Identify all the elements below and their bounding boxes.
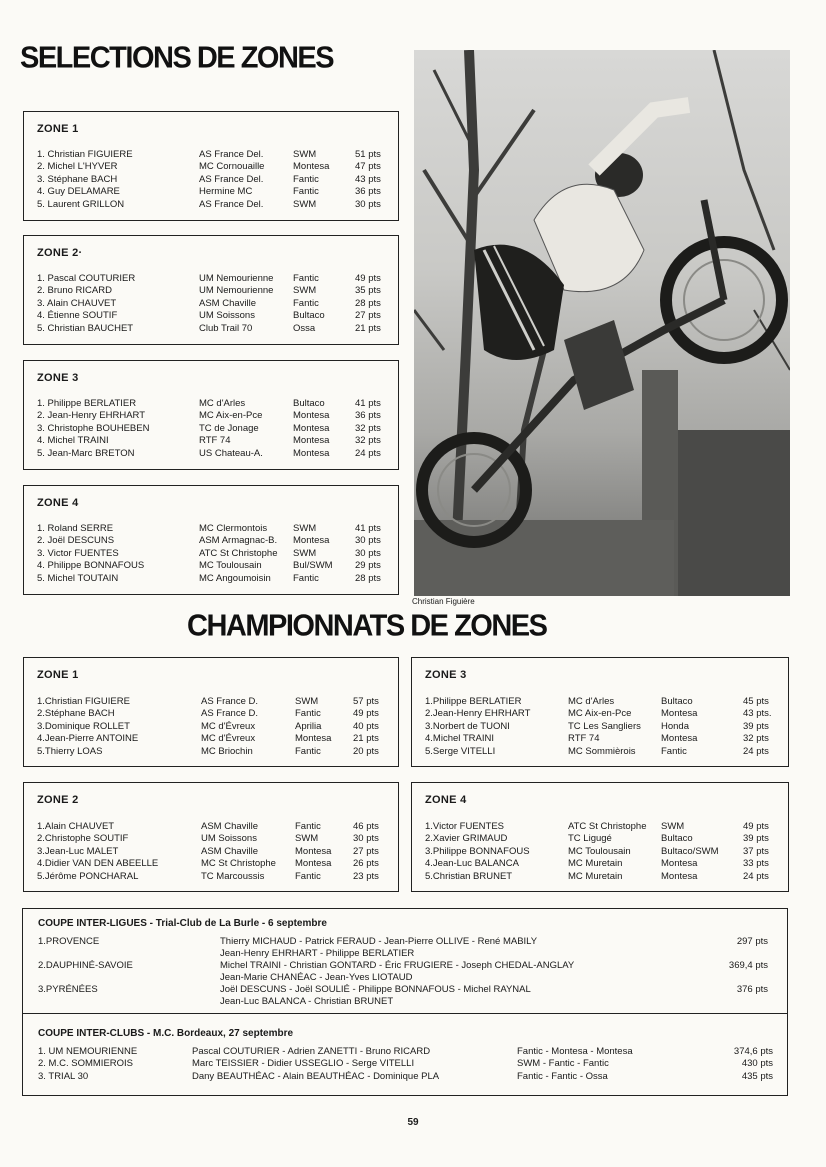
rider-club: MC d'Évreux bbox=[201, 733, 256, 745]
table-row bbox=[411, 708, 789, 720]
rider-bike: Fantic bbox=[293, 572, 319, 584]
club-bikes: SWM - Fantic - Fantic bbox=[517, 1058, 609, 1070]
rider-pts: 29 pts bbox=[355, 560, 381, 572]
selection-zone-title: ZONE 3 bbox=[37, 372, 79, 384]
rider-pts: 21 pts bbox=[355, 322, 381, 334]
rider-name: 2.Christophe SOUTIF bbox=[37, 833, 129, 845]
table-row bbox=[411, 871, 789, 883]
rider-name: 2.Jean-Henry EHRHART bbox=[425, 708, 531, 720]
rider-pts: 39 pts bbox=[743, 833, 769, 845]
rider-bike: Honda bbox=[661, 720, 689, 732]
rider-name: 1. Philippe BERLATIER bbox=[37, 398, 137, 409]
table-row bbox=[23, 199, 399, 211]
trial-rider-image bbox=[414, 50, 790, 596]
rider-club: ATC St Christophe bbox=[568, 821, 647, 832]
table-row bbox=[23, 846, 399, 858]
selection-zone-title: ZONE 4 bbox=[37, 497, 79, 509]
rider-club: MC Aix-en-Pce bbox=[199, 410, 263, 422]
table-row bbox=[23, 696, 399, 708]
rider-bike: Montesa bbox=[293, 161, 330, 173]
rider-bike: SWM bbox=[293, 523, 317, 534]
ligue-riders-line2: Jean-Marie CHANÉAC - Jean-Yves LIOTAUD bbox=[220, 972, 413, 983]
rider-name: 5.Thierry LOAS bbox=[37, 745, 103, 757]
rider-club: MC d'Arles bbox=[568, 696, 615, 707]
rider-name: 3. Stéphane BACH bbox=[37, 173, 118, 185]
rider-photo bbox=[414, 50, 790, 596]
ligue-team: 2.DAUPHINÉ-SAVOIE bbox=[38, 960, 133, 971]
table-row bbox=[23, 310, 399, 322]
rider-name: 1.Christian FIGUIERE bbox=[37, 696, 130, 707]
rider-name: 5.Serge VITELLI bbox=[425, 745, 496, 757]
rider-pts: 24 pts bbox=[743, 745, 769, 757]
rider-bike: Montesa bbox=[293, 447, 330, 459]
rider-bike: Montesa bbox=[293, 435, 330, 447]
table-row bbox=[23, 149, 399, 161]
rider-club: MC Toulousain bbox=[568, 845, 631, 857]
rider-pts: 51 pts bbox=[355, 149, 381, 160]
ligue-team: 3.PYRÉNÉES bbox=[38, 984, 98, 995]
table-row bbox=[23, 833, 399, 845]
rider-club: MC Clermontois bbox=[199, 523, 268, 534]
club-riders: Marc TEISSIER - Didier USSEGLIO - Serge VITELLI bbox=[192, 1058, 415, 1070]
rider-bike: Fantic bbox=[293, 186, 319, 198]
rider-pts: 33 pts bbox=[743, 858, 769, 870]
table-row bbox=[411, 696, 789, 708]
rider-club: MC Muretain bbox=[568, 870, 623, 882]
rider-bike: Aprilia bbox=[295, 720, 322, 732]
rider-club: ASM Chaville bbox=[201, 845, 259, 857]
rider-bike: Fantic bbox=[295, 708, 321, 720]
club-bikes: Fantic - Montesa - Montesa bbox=[517, 1046, 633, 1057]
table-row bbox=[23, 410, 399, 422]
rider-bike: SWM bbox=[295, 696, 319, 707]
rider-name: 3. Alain CHAUVET bbox=[37, 297, 117, 309]
table-row bbox=[23, 573, 399, 585]
rider-club: Club Trail 70 bbox=[199, 322, 253, 334]
table-row bbox=[411, 858, 789, 870]
championnat-zone-title: ZONE 1 bbox=[37, 669, 79, 681]
rider-pts: 32 pts bbox=[355, 422, 381, 434]
rider-club: MC d'Arles bbox=[199, 398, 246, 409]
rider-bike: Fantic bbox=[661, 745, 687, 757]
rider-bike: Fantic bbox=[293, 273, 319, 284]
rider-bike: SWM bbox=[293, 149, 317, 160]
ligue-points: 376 pts bbox=[736, 984, 768, 995]
rider-pts: 49 pts bbox=[355, 273, 381, 284]
rider-pts: 47 pts bbox=[355, 161, 381, 173]
table-row bbox=[411, 721, 789, 733]
rider-bike: SWM bbox=[295, 833, 319, 845]
rider-club: ASM Armagnac-B. bbox=[199, 535, 278, 547]
rider-club: UM Nemourienne bbox=[199, 285, 274, 297]
rider-club: RTF 74 bbox=[568, 733, 600, 745]
rider-name: 5. Michel TOUTAIN bbox=[37, 572, 119, 584]
rider-pts: 32 pts bbox=[355, 435, 381, 447]
ligue-riders-line1: Michel TRAINI - Christian GONTARD - Éric FRUGIERE - Joseph CHEDAL-ANGLAY bbox=[220, 960, 575, 971]
rider-bike: Montesa bbox=[293, 422, 330, 434]
rider-pts: 30 pts bbox=[355, 198, 381, 210]
rider-name: 1.Philippe BERLATIER bbox=[425, 696, 522, 707]
rider-bike: Montesa bbox=[295, 858, 332, 870]
rider-club: Hermine MC bbox=[199, 186, 253, 198]
rider-club: MC Angoumoisin bbox=[199, 572, 271, 584]
rider-club: TC Ligugé bbox=[568, 833, 612, 845]
rider-club: MC d'Évreux bbox=[201, 720, 256, 732]
ligue-riders-line2: Jean-Henry EHRHART - Philippe BERLATIER bbox=[220, 948, 415, 959]
table-row bbox=[23, 174, 399, 186]
club-points: 435 pts bbox=[741, 1070, 773, 1082]
ligue-points: 297 pts bbox=[736, 936, 768, 947]
rider-name: 5.Jérôme PONCHARAL bbox=[37, 870, 139, 882]
rider-bike: Bultaco bbox=[293, 398, 325, 409]
rider-name: 4.Didier VAN DEN ABEELLE bbox=[37, 858, 159, 870]
rider-name: 4.Michel TRAINI bbox=[425, 733, 494, 745]
rider-pts: 24 pts bbox=[355, 447, 381, 459]
rider-pts: 27 pts bbox=[355, 310, 381, 322]
rider-club: TC de Jonage bbox=[199, 422, 259, 434]
rider-bike: SWM bbox=[293, 547, 317, 559]
rider-club: ASM Chaville bbox=[199, 297, 257, 309]
rider-name: 3.Dominique ROLLET bbox=[37, 720, 130, 732]
championnats-title: CHAMPIONNATS DE ZONES bbox=[187, 609, 547, 643]
ligue-riders-line2: Jean-Luc BALANCA - Christian BRUNET bbox=[220, 996, 394, 1007]
table-row bbox=[23, 733, 399, 745]
rider-pts: 45 pts bbox=[743, 696, 769, 707]
rider-bike: Bultaco bbox=[661, 833, 693, 845]
rider-bike: Montesa bbox=[293, 410, 330, 422]
rider-club: US Chateau-A. bbox=[199, 447, 263, 459]
rider-pts: 57 pts bbox=[353, 696, 379, 707]
club-riders: Dany BEAUTHÉAC - Alain BEAUTHÉAC - Dominique PLA bbox=[192, 1070, 440, 1082]
rider-name: 1. Pascal COUTURIER bbox=[37, 273, 136, 284]
club-points: 430 pts bbox=[741, 1058, 773, 1070]
rider-name: 3. Christophe BOUHEBEN bbox=[37, 422, 150, 434]
table-row bbox=[411, 746, 789, 758]
rider-pts: 30 pts bbox=[355, 547, 381, 559]
rider-pts: 27 pts bbox=[353, 845, 379, 857]
rider-pts: 28 pts bbox=[355, 297, 381, 309]
rider-name: 4. Philippe BONNAFOUS bbox=[37, 560, 145, 572]
rider-bike: Fantic bbox=[295, 745, 321, 757]
table-row bbox=[23, 871, 399, 883]
club-bikes: Fantic - Fantic - Ossa bbox=[517, 1070, 608, 1082]
rider-pts: 32 pts bbox=[743, 733, 769, 745]
table-row bbox=[23, 560, 399, 572]
rider-bike: Montesa bbox=[661, 870, 698, 882]
rider-name: 5. Jean-Marc BRETON bbox=[37, 447, 135, 459]
table-row bbox=[23, 858, 399, 870]
rider-name: 4.Jean-Pierre ANTOINE bbox=[37, 733, 139, 745]
rider-bike: Bultaco/SWM bbox=[661, 845, 719, 857]
rider-bike: Montesa bbox=[661, 733, 698, 745]
rider-bike: SWM bbox=[293, 198, 317, 210]
rider-bike: Fantic bbox=[295, 870, 321, 882]
rider-bike: SWM bbox=[661, 821, 685, 832]
table-row bbox=[23, 398, 399, 410]
table-row bbox=[411, 846, 789, 858]
page-number: 59 bbox=[407, 1117, 419, 1128]
selection-zone-title: ZONE 1 bbox=[37, 123, 79, 135]
rider-pts: 46 pts bbox=[353, 821, 379, 832]
rider-name: 4. Michel TRAINI bbox=[37, 435, 109, 447]
rider-pts: 43 pts bbox=[355, 173, 381, 185]
table-row bbox=[23, 821, 399, 833]
rider-pts: 49 pts bbox=[743, 821, 769, 832]
rider-bike: Montesa bbox=[661, 708, 698, 720]
rider-name: 4. Étienne SOUTIF bbox=[37, 310, 118, 322]
selection-zone-title: ZONE 2· bbox=[37, 247, 83, 259]
rider-name: 3. Victor FUENTES bbox=[37, 547, 119, 559]
rider-pts: 26 pts bbox=[353, 858, 379, 870]
rider-pts: 30 pts bbox=[353, 833, 379, 845]
rider-name: 2. Joël DESCUNS bbox=[37, 535, 115, 547]
ligue-riders-line1: Joël DESCUNS - Joël SOULIÉ - Philippe BONNAFOUS - Michel RAYNAL bbox=[220, 984, 531, 995]
table-row bbox=[411, 821, 789, 833]
rider-bike: Fantic bbox=[293, 297, 319, 309]
table-row bbox=[23, 323, 399, 335]
table-row bbox=[23, 746, 399, 758]
rider-name: 4. Guy DELAMARE bbox=[37, 186, 120, 198]
rider-pts: 39 pts bbox=[743, 720, 769, 732]
championnat-zone-title: ZONE 3 bbox=[425, 669, 467, 681]
rider-bike: Montesa bbox=[295, 845, 332, 857]
rider-pts: 41 pts bbox=[355, 523, 381, 534]
rider-club: AS France D. bbox=[201, 708, 259, 720]
rider-pts: 23 pts bbox=[353, 870, 379, 882]
table-row bbox=[23, 285, 399, 297]
rider-pts: 43 pts. bbox=[743, 708, 772, 720]
ligue-points: 369,4 pts bbox=[728, 960, 768, 971]
coupe-ligues-title: COUPE INTER-LIGUES - Trial-Club de La Burle - 6 septembre bbox=[38, 918, 327, 929]
table-row bbox=[23, 448, 399, 460]
rider-bike: Ossa bbox=[293, 322, 316, 334]
rider-club: MC Aix-en-Pce bbox=[568, 708, 632, 720]
rider-pts: 49 pts bbox=[353, 708, 379, 720]
table-row bbox=[23, 435, 399, 447]
rider-name: 4.Jean-Luc BALANCA bbox=[425, 858, 519, 870]
rider-name: 5.Christian BRUNET bbox=[425, 870, 513, 882]
rider-name: 1. Christian FIGUIERE bbox=[37, 149, 133, 160]
rider-name: 3.Jean-Luc MALET bbox=[37, 845, 119, 857]
rider-club: ATC St Christophe bbox=[199, 547, 278, 559]
table-row bbox=[23, 273, 399, 285]
coupe-clubs-title: COUPE INTER-CLUBS - M.C. Bordeaux, 27 septembre bbox=[38, 1028, 294, 1039]
rider-club: MC Toulousain bbox=[199, 560, 262, 572]
club-team: 2. M.C. SOMMIEROIS bbox=[38, 1058, 134, 1070]
table-row bbox=[411, 833, 789, 845]
championnat-zone-title: ZONE 4 bbox=[425, 794, 467, 806]
table-row bbox=[23, 548, 399, 560]
rider-name: 2. Jean-Henry EHRHART bbox=[37, 410, 146, 422]
rider-name: 5. Christian BAUCHET bbox=[37, 322, 134, 334]
rider-club: MC Briochin bbox=[201, 745, 253, 757]
rider-club: RTF 74 bbox=[199, 435, 231, 447]
club-points: 374,6 pts bbox=[733, 1046, 773, 1057]
coupes-divider bbox=[22, 1013, 788, 1014]
club-riders: Pascal COUTURIER - Adrien ZANETTI - Bruno RICARD bbox=[192, 1046, 431, 1057]
rider-pts: 37 pts bbox=[743, 845, 769, 857]
rider-bike: Montesa bbox=[295, 733, 332, 745]
rider-club: UM Nemourienne bbox=[199, 273, 274, 284]
rider-name: 3.Norbert de TUONI bbox=[425, 720, 510, 732]
rider-name: 2.Stéphane BACH bbox=[37, 708, 115, 720]
rider-pts: 36 pts bbox=[355, 410, 381, 422]
rider-club: MC Muretain bbox=[568, 858, 623, 870]
rider-pts: 40 pts bbox=[353, 720, 379, 732]
table-row bbox=[23, 523, 399, 535]
rider-pts: 20 pts bbox=[353, 745, 379, 757]
rider-bike: SWM bbox=[293, 285, 317, 297]
rider-club: ASM Chaville bbox=[201, 821, 259, 832]
rider-club: MC Cornouaille bbox=[199, 161, 265, 173]
rider-bike: Fantic bbox=[293, 173, 319, 185]
rider-bike: Bultaco bbox=[293, 310, 325, 322]
rider-pts: 41 pts bbox=[355, 398, 381, 409]
rider-pts: 21 pts bbox=[353, 733, 379, 745]
rider-bike: Bultaco bbox=[661, 696, 693, 707]
rider-pts: 24 pts bbox=[743, 870, 769, 882]
selections-title: SELECTIONS DE ZONES bbox=[20, 41, 334, 75]
rider-pts: 28 pts bbox=[355, 572, 381, 584]
table-row bbox=[23, 186, 399, 198]
rider-name: 3.Philippe BONNAFOUS bbox=[425, 845, 530, 857]
rider-club: AS France Del. bbox=[199, 198, 264, 210]
rider-name: 2.Xavier GRIMAUD bbox=[425, 833, 508, 845]
rider-club: TC Marcoussis bbox=[201, 870, 265, 882]
rider-bike: Montesa bbox=[661, 858, 698, 870]
ligue-team: 1.PROVENCE bbox=[38, 936, 100, 947]
rider-name: 1. Roland SERRE bbox=[37, 523, 114, 534]
table-row bbox=[23, 721, 399, 733]
rider-bike: Bul/SWM bbox=[293, 560, 333, 572]
club-team: 1. UM NEMOURIENNE bbox=[38, 1046, 138, 1057]
rider-bike: Fantic bbox=[295, 821, 321, 832]
rider-name: 1.Alain CHAUVET bbox=[37, 821, 115, 832]
rider-name: 2. Michel L'HYVER bbox=[37, 161, 118, 173]
ligue-riders-line1: Thierry MICHAUD - Patrick FERAUD - Jean-Pierre OLLIVE - René MABILY bbox=[220, 936, 538, 947]
rider-name: 5. Laurent GRILLON bbox=[37, 198, 125, 210]
table-row bbox=[23, 423, 399, 435]
championnat-zone-title: ZONE 2 bbox=[37, 794, 79, 806]
rider-name: 1.Victor FUENTES bbox=[425, 821, 505, 832]
table-row bbox=[23, 161, 399, 173]
rider-club: AS France Del. bbox=[199, 149, 264, 160]
table-row bbox=[23, 535, 399, 547]
rider-club: UM Soissons bbox=[201, 833, 257, 845]
rider-club: AS France D. bbox=[201, 696, 259, 707]
rider-bike: Montesa bbox=[293, 535, 330, 547]
rider-club: MC St Christophe bbox=[201, 858, 276, 870]
club-team: 3. TRIAL 30 bbox=[38, 1070, 89, 1082]
rider-pts: 36 pts bbox=[355, 186, 381, 198]
rider-club: UM Soissons bbox=[199, 310, 255, 322]
table-row bbox=[411, 733, 789, 745]
table-row bbox=[23, 298, 399, 310]
rider-club: TC Les Sangliers bbox=[568, 720, 641, 732]
rider-club: MC Sommièrois bbox=[568, 745, 636, 757]
rider-club: AS France Del. bbox=[199, 173, 264, 185]
rider-name: 2. Bruno RICARD bbox=[37, 285, 112, 297]
photo-caption: Christian Figuière bbox=[412, 597, 475, 606]
rider-pts: 35 pts bbox=[355, 285, 381, 297]
table-row bbox=[23, 708, 399, 720]
rider-pts: 30 pts bbox=[355, 535, 381, 547]
